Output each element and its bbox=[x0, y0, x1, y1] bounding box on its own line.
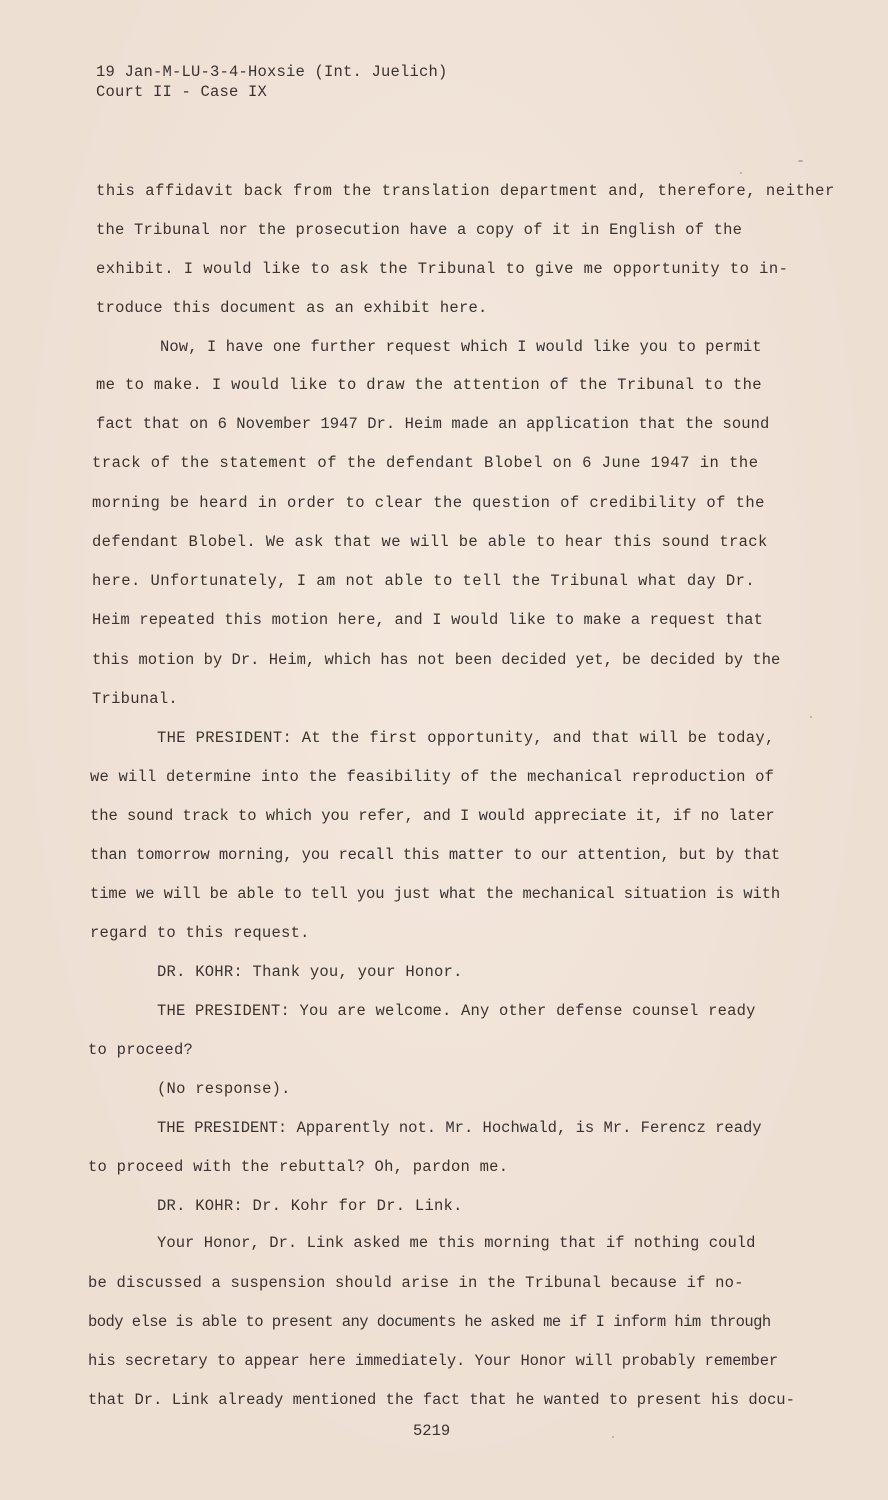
body-line: be discussed a suspension should arise in the Tribunal because if no- bbox=[88, 1274, 744, 1292]
body-line: DR. KOHR: Dr. Kohr for Dr. Link. bbox=[157, 1197, 463, 1215]
body-line: DR. KOHR: Thank you, your Honor. bbox=[157, 963, 463, 981]
body-line: (No response). bbox=[157, 1080, 291, 1098]
body-line: Heim repeated this motion here, and I would like to make a request that bbox=[92, 611, 764, 629]
body-line: THE PRESIDENT: At the first opportunity, and that will be today, bbox=[157, 729, 775, 747]
header-line-1: 19 Jan-M-LU-3-4-Hoxsie (Int. Juelich) bbox=[96, 63, 448, 81]
body-line: track of the statement of the defendant Blobel on 6 June 1947 in the bbox=[92, 454, 759, 472]
body-line: Tribunal. bbox=[92, 690, 178, 708]
body-line: THE PRESIDENT: Apparently not. Mr. Hochwald, is Mr. Ferencz ready bbox=[157, 1119, 762, 1137]
paper-speck bbox=[798, 160, 803, 162]
body-line: defendant Blobel. We ask that we will be able to hear this sound track bbox=[92, 533, 768, 551]
paper-speck bbox=[740, 172, 742, 174]
body-line: regard to this request. bbox=[90, 924, 310, 942]
body-line: here. Unfortunately, I am not able to tell the Tribunal what day Dr. bbox=[92, 572, 756, 590]
body-line: we will determine into the feasibility of the mechanical reproduction of bbox=[90, 768, 775, 786]
body-line: fact that on 6 November 1947 Dr. Heim made an application that the sound bbox=[96, 415, 770, 433]
header-line-2: Court II - Case IX bbox=[96, 83, 268, 101]
body-line: the sound track to which you refer, and I would appreciate it, if no later bbox=[90, 807, 775, 825]
body-line: than tomorrow morning, you recall this matter to our attention, but by that bbox=[90, 846, 781, 864]
body-line: troduce this document as an exhibit here. bbox=[96, 299, 488, 317]
body-line: the Tribunal nor the prosecution have a copy of it in English of the bbox=[96, 221, 743, 239]
body-line: body else is able to present any documents he asked me if I inform him through bbox=[88, 1313, 771, 1331]
document-header bbox=[96, 62, 448, 102]
page-number: 5219 bbox=[413, 1422, 451, 1440]
body-line: his secretary to appear here immediately. Your Honor will probably remember bbox=[88, 1352, 779, 1370]
body-line: to proceed with the rebuttal? Oh, pardon me. bbox=[88, 1158, 509, 1176]
body-line: me to make. I would like to draw the attention of the Tribunal to the bbox=[96, 376, 762, 394]
body-line: to proceed? bbox=[88, 1041, 194, 1059]
paper-speck bbox=[612, 1436, 614, 1438]
body-line: morning be heard in order to clear the question of credibility of the bbox=[92, 494, 765, 512]
body-line: THE PRESIDENT: You are welcome. Any other defense counsel ready bbox=[157, 1002, 756, 1020]
body-line: Now, I have one further request which I would like you to permit bbox=[160, 338, 762, 356]
body-line: this affidavit back from the translation department and, therefore, neither bbox=[96, 182, 835, 200]
body-line: this motion by Dr. Heim, which has not been decided yet, be decided by the bbox=[92, 651, 781, 669]
body-line: Your Honor, Dr. Link asked me this morning that if nothing could bbox=[157, 1234, 756, 1252]
body-line: exhibit. I would like to ask the Tribunal to give me opportunity to in- bbox=[96, 260, 789, 278]
paper-speck bbox=[810, 716, 812, 718]
body-line: that Dr. Link already mentioned the fact that he wanted to present his docu- bbox=[88, 1391, 795, 1409]
body-line: time we will be able to tell you just what the mechanical situation is with bbox=[90, 885, 781, 903]
